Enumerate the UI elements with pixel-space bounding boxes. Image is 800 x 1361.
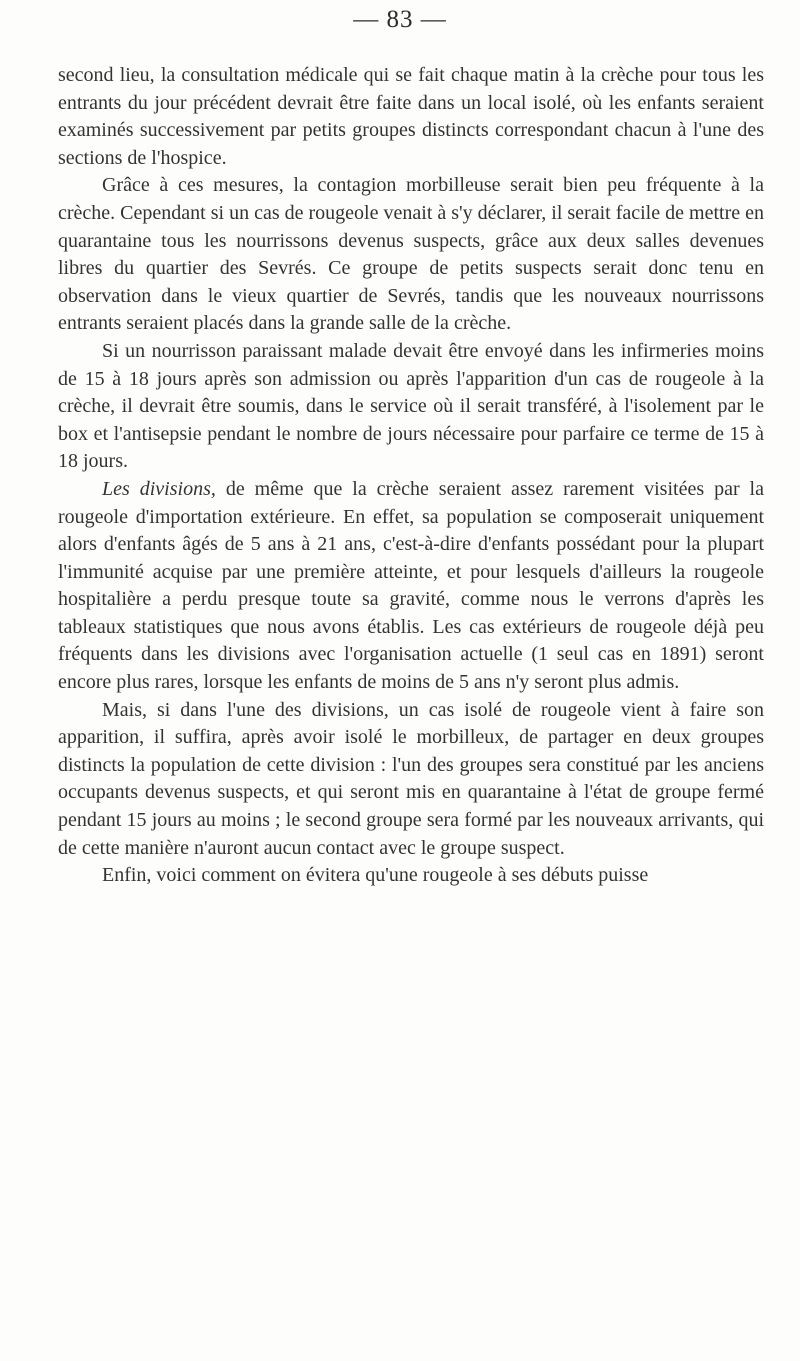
paragraph <box>58 697 764 863</box>
paragraph <box>58 338 764 476</box>
paragraph-text: Enfin, voici comment on évitera qu'une rougeole à ses débuts puisse <box>102 864 649 887</box>
paragraph <box>58 172 764 338</box>
paragraph <box>58 862 764 890</box>
body-text <box>58 62 764 890</box>
paragraph <box>58 476 764 697</box>
paragraph-text: Grâce à ces mesures, la contagion morbilleuse serait bien peu fréquente à la crèche. Cependant si un cas de rougeole venait à s'y déclarer, il serait facile de mettre en quarantaine tous les nourrissons devenus suspects, grâce aux deux salles devenues libres du quartier des Sevrés. Ce groupe de petits suspects serait donc tenu en observation dans le vieux quartier de Sevrés, tandis que les nouveaux nourrissons entrants seraient placés dans la grande salle de la crèche. <box>58 174 764 335</box>
paragraph-lead: Les divisions, <box>102 477 216 500</box>
paragraph <box>58 62 764 172</box>
paragraph-text: Si un nourrisson paraissant malade devait être envoyé dans les infirmeries moins de 15 à 18 jours après son admission ou après l'apparition d'un cas de rougeole à la crèche, il devrait être soumis, dans le service où il serait transféré, à l'isolement par le box et l'antisepsie pendant le nombre de jours nécessaire pour parfaire ce terme de 15 à 18 jours. <box>58 339 764 473</box>
paragraph-text: de même que la crèche seraient assez rarement visitées par la rougeole d'importation extérieure. En effet, sa population se composerait uniquement alors d'enfants âgés de 5 ans à 21 ans, c'est-à-dire d'enfants possédant pour la plupart l'immunité acquise par une première atteinte, et pour lesquels d'ailleurs la rougeole hospitalière a perdu presque toute sa gravité, comme nous le verrons d'après les tableaux statistiques que nous avons établis. Les cas extérieurs de rougeole déjà peu fréquents dans les divisions avec l'organisation actuelle (1 seul cas en 1891) seront encore plus rares, lorsque les enfants de moins de 5 ans n'y seront plus admis. <box>58 477 764 694</box>
paragraph-text: Mais, si dans l'une des divisions, un cas isolé de rougeole vient à faire son apparition, il suffira, après avoir isolé le morbilleux, de partager en deux groupes distincts la population de cette division : l'un des groupes sera constitué par les anciens occupants devenus suspects, et qui seront mis en quarantaine à l'état de groupe fermé pendant 15 jours au moins ; le second groupe sera formé par les nouveaux arrivants, qui de cette manière n'auront aucun contact avec le groupe suspect. <box>58 698 764 859</box>
page-number: — 83 — <box>353 6 447 33</box>
paragraph-text: second lieu, la consultation médicale qui se fait chaque matin à la crèche pour tous les entrants du jour précédent devrait être faite dans un local isolé, où les enfants seraient examinés successivement par petits groupes distincts correspondant chacun à l'une des sections de l'hospice. <box>58 64 764 169</box>
